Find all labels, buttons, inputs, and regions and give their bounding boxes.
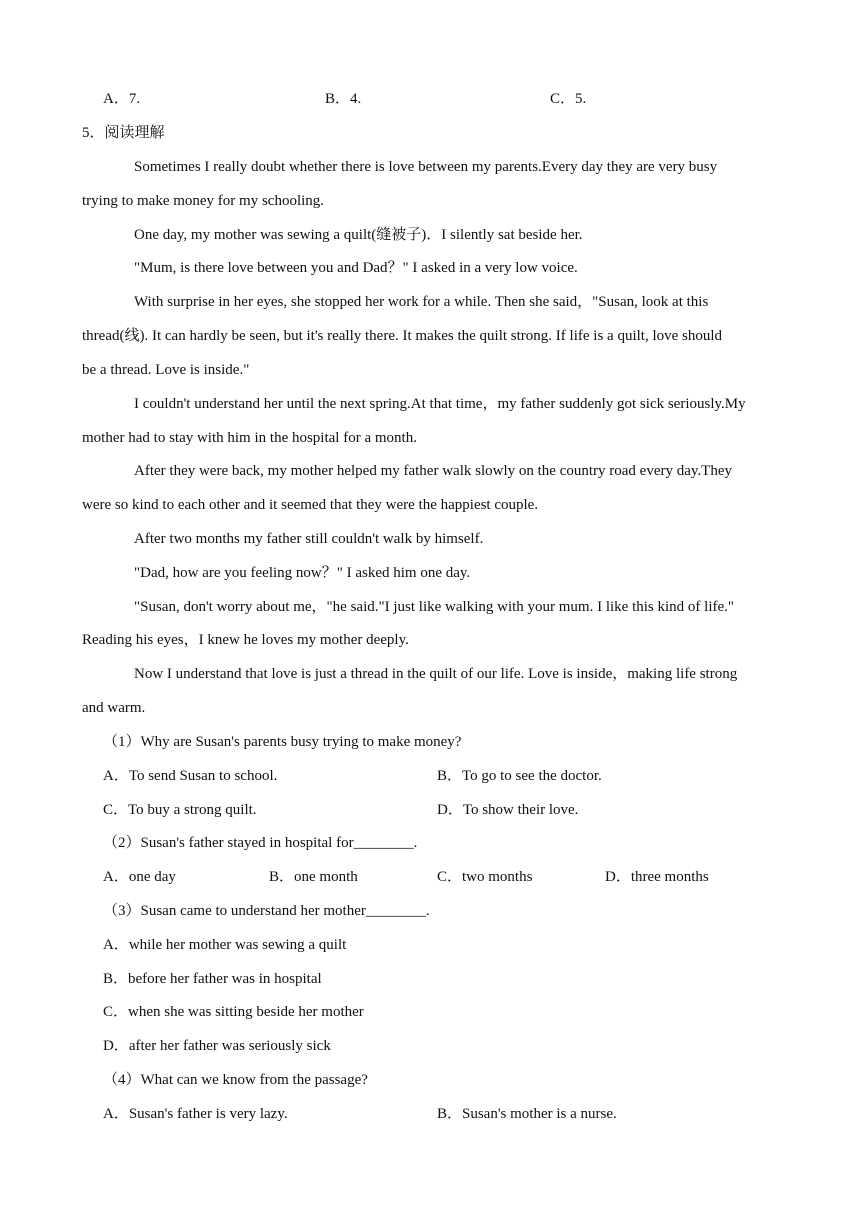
q3-option-d[interactable]: D．after her father was seriously sick — [103, 1038, 331, 1054]
question-stem: （4）What can we know from the passage? — [103, 1072, 368, 1088]
passage-line: One day, my mother was sewing a quilt(缝被子)．I silently sat beside her. — [134, 227, 583, 243]
question-stem: （1）Why are Susan's parents busy trying to make money? — [103, 734, 462, 750]
q1-option-a[interactable]: A．To send Susan to school. — [103, 768, 278, 784]
passage-line: and warm. — [82, 700, 146, 716]
q3-option-a[interactable]: A．while her mother was sewing a quilt — [103, 937, 347, 953]
passage-line: "Susan, don't worry about me，"he said."I just like walking with your mum. I like this kind of life." — [134, 599, 735, 615]
passage-line: trying to make money for my schooling. — [82, 193, 325, 209]
q3-option-c[interactable]: C．when she was sitting beside her mother — [103, 1004, 364, 1020]
prev-option-c[interactable]: C．5. — [550, 91, 587, 107]
passage-line: With surprise in her eyes, she stopped her work for a while. Then she said，"Susan, look at this — [134, 294, 709, 310]
passage-line: were so kind to each other and it seemed that they were the happiest couple. — [82, 497, 539, 513]
prev-option-b[interactable]: B．4. — [325, 91, 362, 107]
q2-option-d[interactable]: D．three months — [605, 869, 709, 885]
q4-option-a[interactable]: A．Susan's father is very lazy. — [103, 1106, 288, 1122]
q2-option-c[interactable]: C．two months — [437, 869, 533, 885]
question-stem: （3）Susan came to understand her mother________. — [103, 903, 430, 919]
passage-line: be a thread. Love is inside." — [82, 362, 250, 378]
passage-line: mother had to stay with him in the hospital for a month. — [82, 430, 417, 446]
q1-option-c[interactable]: C．To buy a strong quilt. — [103, 802, 257, 818]
q2-option-b[interactable]: B．one month — [269, 869, 358, 885]
passage-line: thread(线). It can hardly be seen, but it's really there. It makes the quilt strong. If life is a quilt, love should — [82, 328, 723, 344]
q2-option-a[interactable]: A．one day — [103, 869, 176, 885]
question-stem: （2）Susan's father stayed in hospital for________. — [103, 835, 418, 851]
prev-option-a[interactable]: A．7. — [103, 91, 141, 107]
passage-line: After they were back, my mother helped my father walk slowly on the country road every day.They — [134, 463, 732, 479]
passage-line: Sometimes I really doubt whether there is love between my parents.Every day they are very busy — [134, 159, 718, 175]
passage-line: "Mum, is there love between you and Dad？" I asked in a very low voice. — [134, 260, 578, 276]
q3-option-b[interactable]: B．before her father was in hospital — [103, 971, 322, 987]
q1-option-b[interactable]: B．To go to see the doctor. — [437, 768, 602, 784]
section-heading: 5．阅读理解 — [82, 125, 165, 141]
passage-line: "Dad, how are you feeling now？" I asked him one day. — [134, 565, 471, 581]
passage-line: After two months my father still couldn't walk by himself. — [134, 531, 484, 547]
passage-line: Reading his eyes，I knew he loves my mother deeply. — [82, 632, 409, 648]
passage-line: I couldn't understand her until the next spring.At that time，my father suddenly got sick seriously.My — [134, 396, 746, 412]
q1-option-d[interactable]: D．To show their love. — [437, 802, 579, 818]
passage-line: Now I understand that love is just a thread in the quilt of our life. Love is inside，making life strong — [134, 666, 738, 682]
q4-option-b[interactable]: B．Susan's mother is a nurse. — [437, 1106, 617, 1122]
